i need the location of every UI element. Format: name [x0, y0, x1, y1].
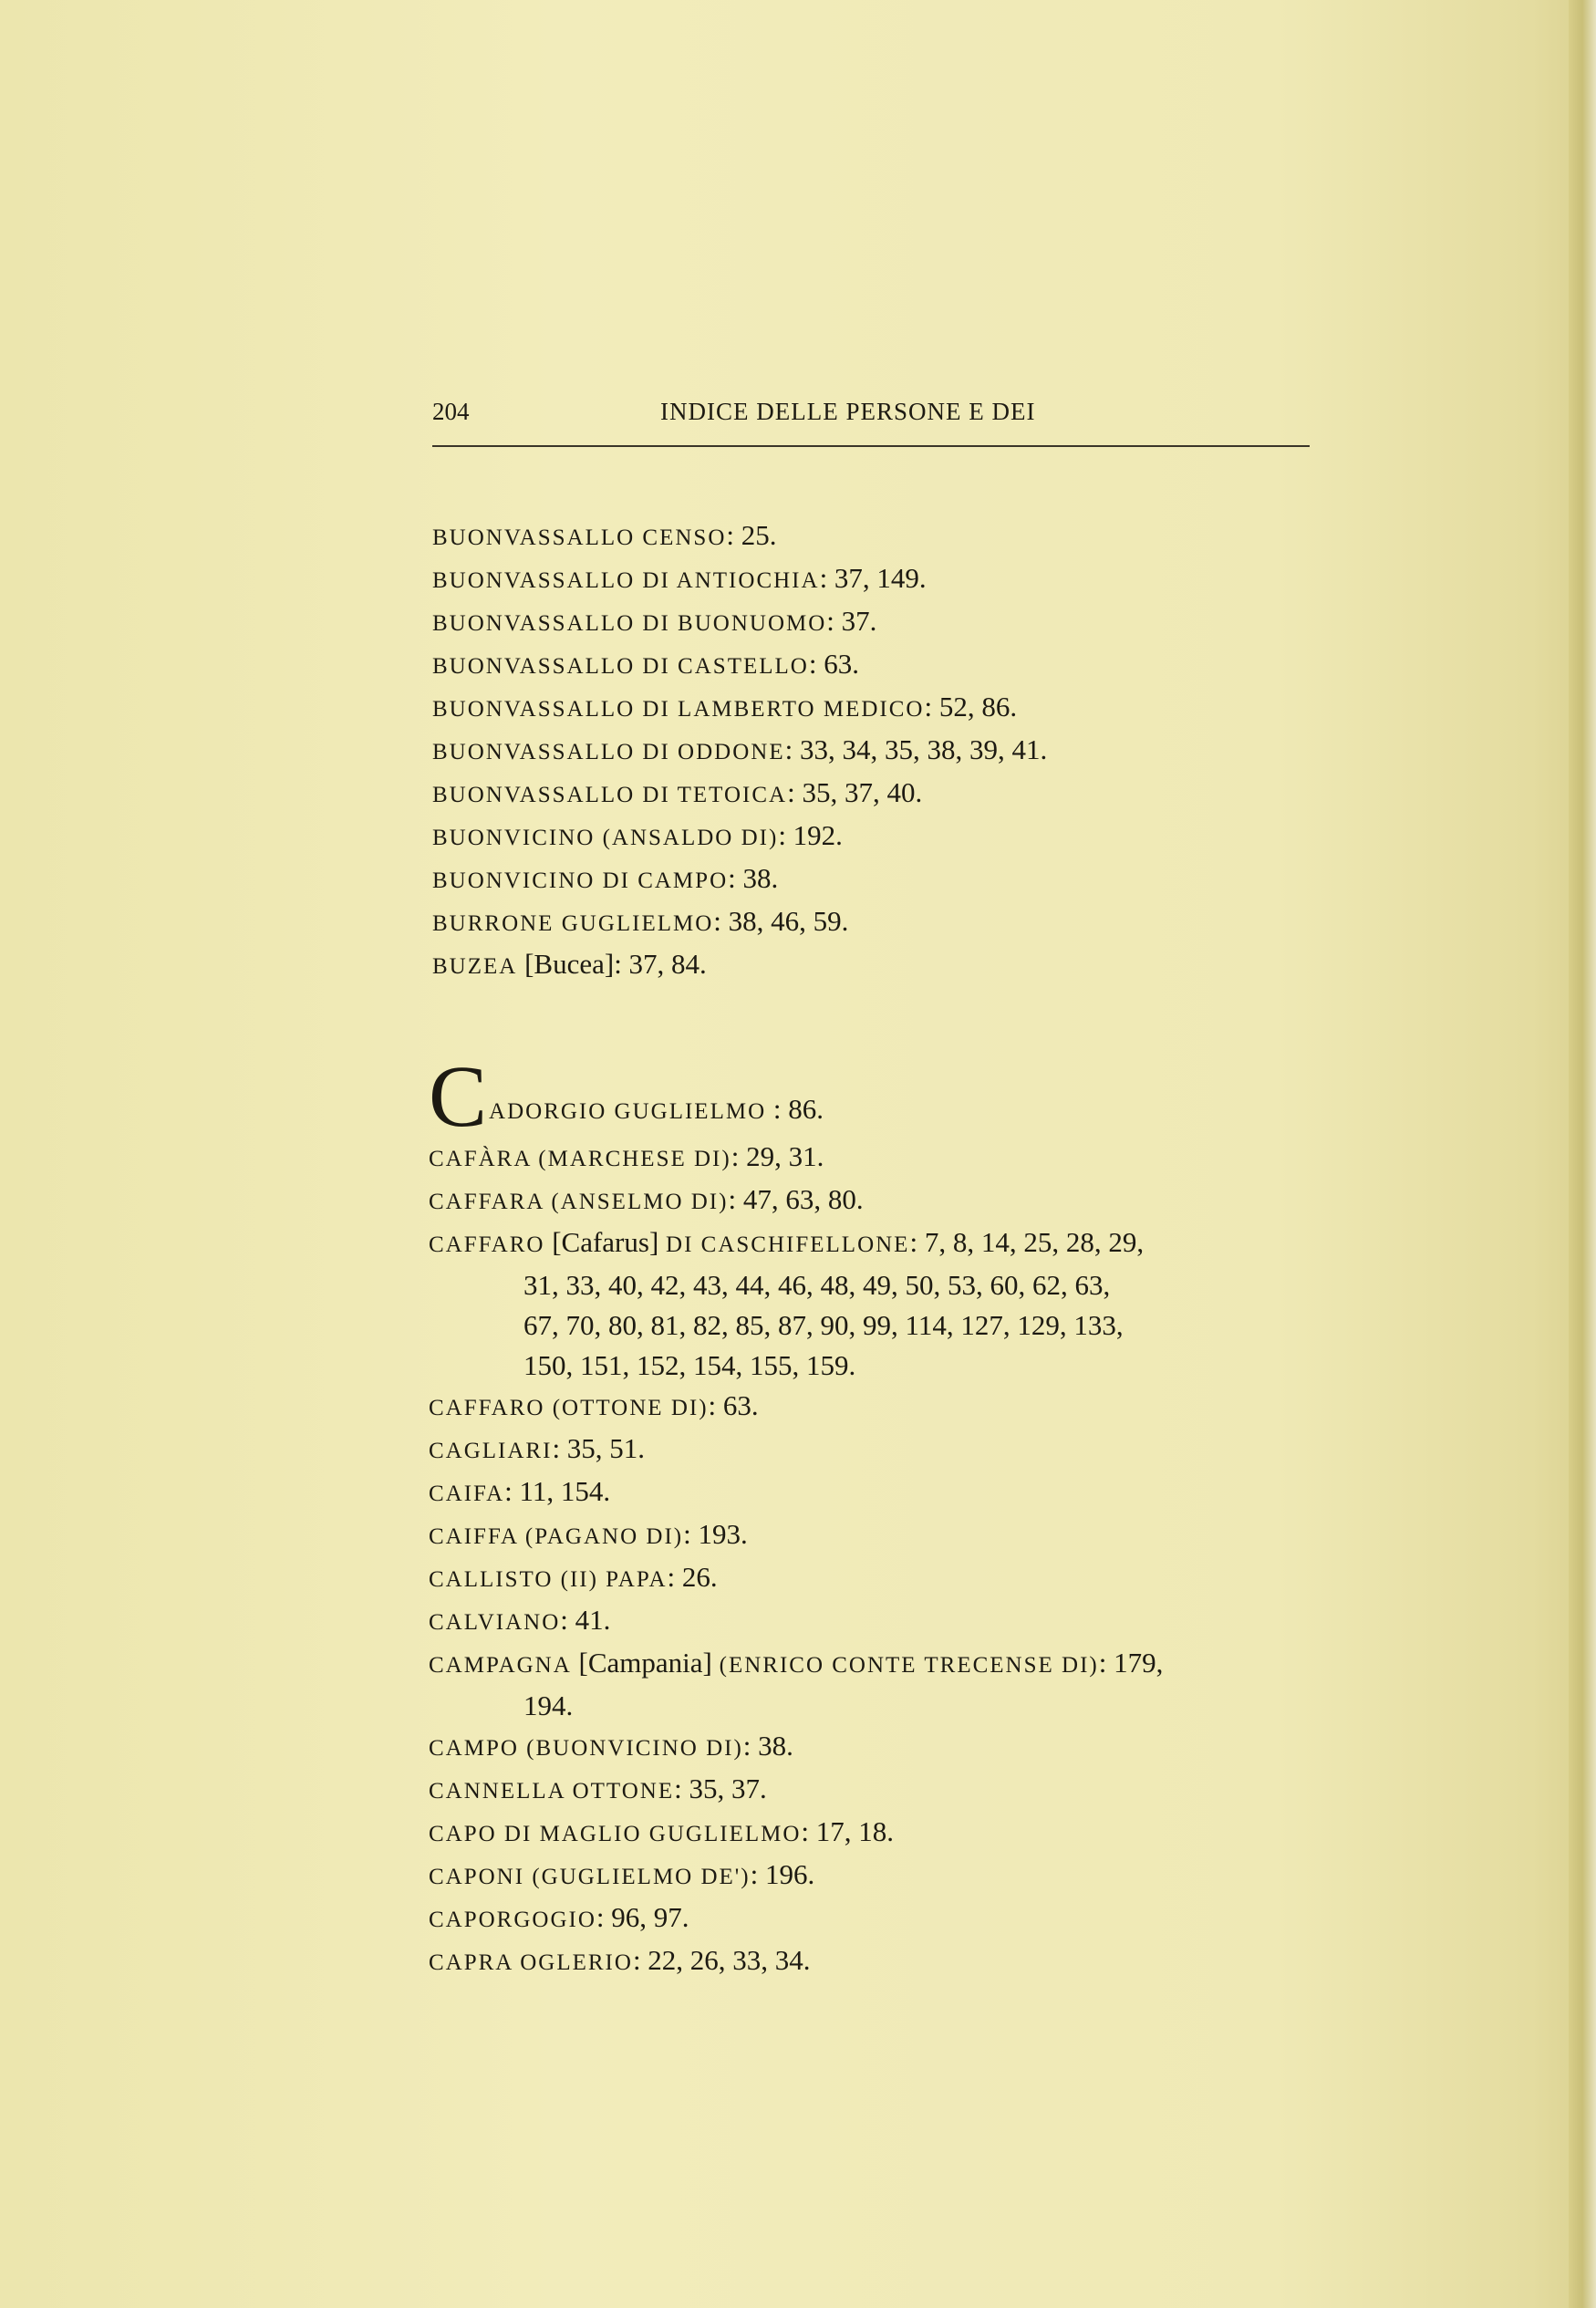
entry-refs-continued: 67, 70, 80, 81, 82, 85, 87, 90, 99, 114, 127, 129, 133, [523, 1309, 1124, 1341]
entry-name: BUONVASSALLO DI CASTELLO [432, 654, 809, 679]
index-entry [429, 1137, 1322, 1180]
index-entry [429, 1047, 1322, 1145]
index-entry [429, 1429, 1322, 1471]
index-entry [429, 1222, 1322, 1386]
entry-name: CAFÀRA (MARCHESE DI) [429, 1147, 731, 1171]
entry-name: BURRONE GUGLIELMO [432, 911, 714, 936]
entry-name: BUONVASSALLO DI ANTIOCHIA [432, 568, 820, 593]
entry-name: BUONVASSALLO DI LAMBERTO MEDICO [432, 697, 925, 722]
entry-refs: : 35, 37, 40. [787, 776, 923, 808]
entry-refs: : 35, 51. [552, 1432, 646, 1464]
running-title: INDICE DELLE PERSONE E DEI [660, 398, 1036, 425]
entry-name-qualifier: DI CASCHIFELLONE [666, 1232, 910, 1257]
index-entry [432, 558, 1317, 601]
index-entry [429, 1514, 1322, 1557]
entry-latin-form: [Bucea] [524, 948, 615, 980]
entry-refs: : 17, 18. [801, 1815, 895, 1847]
index-entry [429, 1643, 1322, 1726]
index-entry [429, 1897, 1322, 1940]
entry-name: BUONVASSALLO CENSO [432, 525, 727, 550]
entry-name: CANNELLA OTTONE [429, 1779, 675, 1804]
entry-refs: : 37, 149. [819, 562, 927, 594]
index-entry [432, 515, 1317, 558]
entry-refs: : 63. [808, 648, 859, 680]
entry-refs-continued: 150, 151, 152, 154, 155, 159. [523, 1349, 856, 1381]
entry-refs: : 38, 46, 59. [713, 905, 849, 937]
entry-name: CAIFA [429, 1481, 505, 1506]
index-entry [432, 858, 1317, 901]
entry-refs: : 86. [772, 1093, 824, 1125]
page-number: 204 [432, 398, 470, 425]
entry-name: CAPONI (GUGLIELMO DE') [429, 1865, 751, 1889]
entry-refs: : 63. [708, 1389, 759, 1421]
entry-refs: : 38. [728, 862, 779, 894]
entry-refs: : 41. [560, 1604, 611, 1636]
entry-refs: : 37. [826, 605, 877, 637]
entry-name: CAPO DI MAGLIO GUGLIELMO [429, 1822, 802, 1846]
entry-refs: : 25. [726, 519, 777, 551]
entry-refs: : 7, 8, 14, 25, 28, 29, [909, 1226, 1145, 1258]
entry-name: CAIFFA (PAGANO DI) [429, 1524, 684, 1549]
index-entry [429, 1471, 1322, 1514]
index-entry [429, 1855, 1322, 1897]
entry-refs: : 33, 34, 35, 38, 39, 41. [784, 733, 1048, 765]
entry-name: BUONVICINO DI CAMPO [432, 868, 729, 893]
index-entry [432, 944, 1317, 987]
index-entry [432, 601, 1317, 644]
index-b-entries [432, 515, 1317, 987]
index-entry [432, 901, 1317, 944]
entry-name: BUONVASSALLO DI TETOICA [432, 783, 788, 807]
entry-name-qualifier: (ENRICO CONTE TRECENSE DI) [719, 1653, 1099, 1678]
entry-refs: : 192. [778, 819, 843, 851]
entry-name: CAMPO (BUONVICINO DI) [429, 1736, 743, 1761]
entry-name: CAFFARO [429, 1232, 545, 1257]
entry-refs: : 193. [683, 1518, 748, 1550]
drop-cap: C [429, 1047, 488, 1145]
index-c-entries [429, 1137, 1322, 1983]
entry-name: CALLISTO (II) PAPA [429, 1567, 668, 1592]
index-entry [432, 687, 1317, 730]
index-c-section [429, 1047, 1322, 1983]
index-entry [429, 1940, 1322, 1983]
entry-refs: : 38. [742, 1730, 793, 1762]
entry-name: CALVIANO [429, 1610, 561, 1635]
entry-name: BUONVICINO (ANSALDO DI) [432, 826, 779, 850]
entry-name: ADORGIO GUGLIELMO [489, 1099, 767, 1124]
entry-refs-continued: 31, 33, 40, 42, 43, 44, 46, 48, 49, 50, 53, 60, 62, 63, [523, 1269, 1111, 1301]
entry-name: BUZEA [432, 954, 518, 979]
entry-latin-form: [Cafarus] [552, 1226, 659, 1258]
index-entry [429, 1726, 1322, 1769]
entry-refs: : 29, 31. [731, 1140, 824, 1172]
entry-name: CAPRA OGLERIO [429, 1950, 633, 1975]
page-edge [1569, 0, 1596, 2308]
entry-name: CAFFARA (ANSELMO DI) [429, 1190, 729, 1214]
entry-name: CAGLIARI [429, 1439, 553, 1463]
entry-refs: : 37, 84. [614, 948, 707, 980]
index-entry [429, 1769, 1322, 1812]
entry-refs: : 35, 37. [674, 1773, 767, 1804]
entry-name: CAPORGOGIO [429, 1908, 596, 1932]
entry-refs: : 11, 154. [504, 1475, 611, 1507]
entry-refs: : 196. [750, 1858, 815, 1890]
entry-refs: : 96, 97. [596, 1901, 689, 1933]
entry-refs: : 52, 86. [924, 691, 1018, 723]
entry-refs: : 26. [667, 1561, 718, 1593]
entry-name: CAFFARO (OTTONE DI) [429, 1396, 709, 1420]
index-entry [432, 816, 1317, 858]
entry-name: CAMPAGNA [429, 1653, 572, 1678]
index-entry [429, 1557, 1322, 1600]
entry-name: BUONVASSALLO DI ODDONE [432, 740, 785, 764]
index-entry [432, 730, 1317, 773]
running-header [432, 394, 1310, 447]
index-entry [429, 1180, 1322, 1222]
index-entry [429, 1600, 1322, 1643]
entry-refs-continued: 194. [523, 1689, 574, 1721]
entry-name: BUONVASSALLO DI BUONUOMO [432, 611, 827, 636]
entry-latin-form: [Campania] [578, 1647, 712, 1679]
entry-refs: : 22, 26, 33, 34. [632, 1944, 811, 1976]
entry-refs: : 179, [1098, 1647, 1164, 1679]
index-entry [432, 773, 1317, 816]
index-entry [429, 1812, 1322, 1855]
index-entry [429, 1386, 1322, 1429]
index-entry [432, 644, 1317, 687]
entry-refs: : 47, 63, 80. [728, 1183, 864, 1215]
